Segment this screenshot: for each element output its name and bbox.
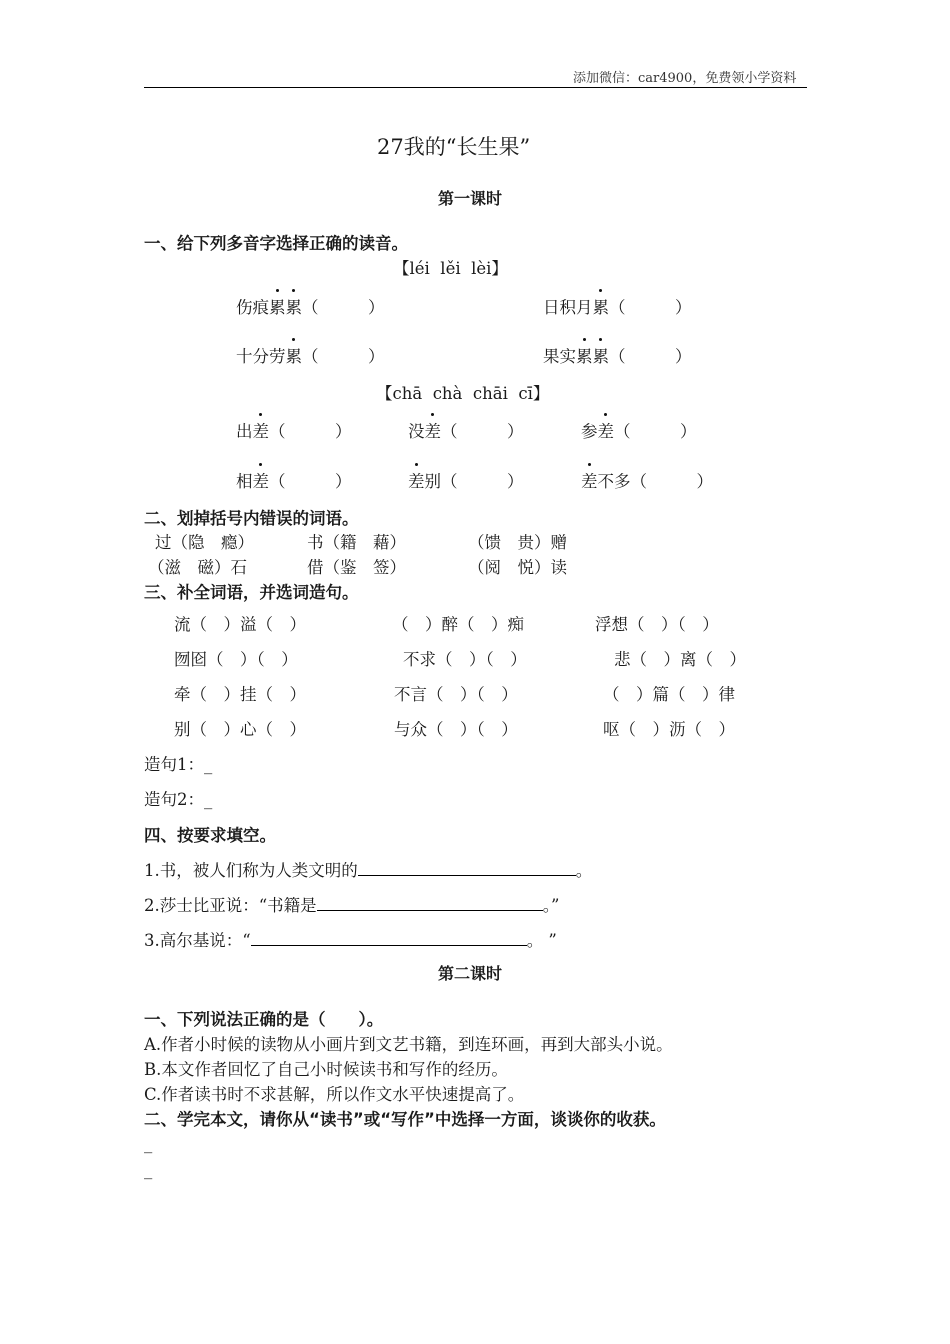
q4-prompt: 1.书，被人们称为人类文明的: [144, 861, 358, 880]
word-prefix: 出: [236, 422, 253, 441]
q4-line-1: [144, 857, 592, 881]
q3-idiom[interactable]: 与众（ ）（ ）: [394, 720, 518, 739]
q1-word-laolei: [236, 343, 385, 367]
fill-blank[interactable]: [317, 893, 543, 911]
q1-word-xiangcha: [236, 468, 352, 492]
answer-blank[interactable]: 别（ ）: [424, 472, 524, 491]
q3-idiom[interactable]: 流（ ）溢（ ）: [174, 615, 306, 634]
p2-answer-line[interactable]: _: [144, 1134, 153, 1153]
q3-idiom[interactable]: （ ）篇（ ）律: [603, 685, 735, 704]
word-prefix: 参: [581, 422, 598, 441]
answer-blank[interactable]: （ ）: [302, 298, 385, 317]
q2-item[interactable]: （阅 悦）读: [468, 558, 567, 577]
q3-sentence-1[interactable]: 造句1：_: [144, 755, 213, 774]
q3-idiom[interactable]: 悲（ ）离（ ）: [614, 650, 746, 669]
p1-option-b[interactable]: B.本文作者回忆了自己小时候读书和写作的经历。: [144, 1060, 508, 1079]
answer-blank[interactable]: （ ）: [269, 472, 352, 491]
header-note: 添加微信：car4900，免费领小学资料: [573, 71, 797, 86]
dotted-char: 累: [286, 294, 303, 318]
dotted-char: 差: [581, 468, 598, 492]
q3-idiom[interactable]: 别（ ）心（ ）: [174, 720, 306, 739]
q1-word-cenci: [581, 418, 697, 442]
q4-prompt: 2.莎士比亚说：“书籍是: [144, 896, 317, 915]
q3-sentence-2[interactable]: 造句2：_: [144, 790, 213, 809]
dotted-char: 累: [593, 343, 610, 367]
q4-punct: 。 ”: [526, 931, 557, 950]
q3-idiom[interactable]: （ ）醉（ ）痴: [392, 615, 524, 634]
lesson-two-title: 第二课时: [438, 964, 503, 983]
answer-blank[interactable]: （ ）: [609, 347, 692, 366]
fill-blank[interactable]: [358, 858, 576, 876]
dotted-char: 差: [408, 468, 425, 492]
dotted-char: 累: [576, 343, 593, 367]
q1-pinyin-lei: 【léi lěi lèi】: [393, 259, 508, 278]
fill-blank[interactable]: [251, 928, 527, 946]
q3-idiom[interactable]: 不言（ ）（ ）: [394, 685, 518, 704]
answer-blank[interactable]: （ ）: [609, 298, 692, 317]
q4-punct: 。: [575, 861, 593, 880]
dotted-char: 累: [269, 294, 286, 318]
q1-word-shanghen: [236, 294, 385, 318]
q1-word-guoshi: [543, 343, 692, 367]
answer-blank[interactable]: 不多（ ）: [597, 472, 713, 491]
p2-heading: 二、学完本文，请你从“读书”或“写作”中选择一方面，谈谈你的收获。: [144, 1110, 666, 1129]
word-prefix: 没: [408, 422, 425, 441]
word-prefix: 伤痕: [236, 298, 269, 317]
q3-heading: 三、补全词语，并选词造句。: [144, 583, 359, 602]
q1-word-rijiyuelei: [543, 294, 692, 318]
q2-item[interactable]: 过（隐 瘾）: [155, 533, 254, 552]
q4-line-3: [144, 927, 557, 951]
q1-heading: 一、给下列多音字选择正确的读音。: [144, 234, 408, 253]
dotted-char: 差: [598, 418, 615, 442]
q4-line-2: [144, 892, 559, 916]
q1-word-chuchai: [236, 418, 352, 442]
q3-idiom[interactable]: 不求（ ）（ ）: [403, 650, 527, 669]
answer-blank[interactable]: （ ）: [302, 347, 385, 366]
answer-blank[interactable]: （ ）: [441, 422, 524, 441]
q3-idiom[interactable]: 牵（ ）挂（ ）: [174, 685, 306, 704]
p1-heading: 一、下列说法正确的是（ ）。: [144, 1010, 384, 1029]
dotted-char: 差: [425, 418, 442, 442]
p1-option-a[interactable]: A.作者小时候的读物从小画片到文艺书籍，到连环画，再到大部头小说。: [144, 1035, 673, 1054]
q2-item[interactable]: （馈 贵）赠: [468, 533, 567, 552]
word-prefix: 相: [236, 472, 253, 491]
q4-heading: 四、按要求填空。: [144, 826, 276, 845]
word-prefix: 十分劳: [236, 347, 286, 366]
p1-option-c[interactable]: C.作者读书时不求甚解，所以作文水平快速提高了。: [144, 1085, 525, 1104]
answer-blank[interactable]: （ ）: [614, 422, 697, 441]
q1-word-chabuduo: [581, 468, 713, 492]
q4-prompt: 3.高尔基说：“: [144, 931, 251, 950]
lesson-one-title: 第一课时: [438, 189, 503, 208]
q2-heading: 二、划掉括号内错误的词语。: [144, 509, 359, 528]
q3-idiom[interactable]: 浮想（ ）（ ）: [595, 615, 719, 634]
q2-item[interactable]: （滋 磁）石: [148, 558, 247, 577]
q3-idiom[interactable]: 呕（ ）沥（ ）: [603, 720, 735, 739]
dotted-char: 累: [286, 343, 303, 367]
dotted-char: 差: [253, 418, 270, 442]
q4-punct: 。”: [542, 896, 560, 915]
q1-word-meicha: [408, 418, 524, 442]
q2-item[interactable]: 书（籍 藉）: [307, 533, 406, 552]
p2-answer-line[interactable]: _: [144, 1160, 153, 1179]
answer-blank[interactable]: （ ）: [269, 422, 352, 441]
word-prefix: 日积月: [543, 298, 593, 317]
q3-idiom[interactable]: 囫囵（ ）（ ）: [174, 650, 298, 669]
q1-pinyin-cha: 【chā chà chāi cī】: [376, 384, 550, 403]
word-prefix: 果实: [543, 347, 576, 366]
header-rule: [144, 87, 807, 88]
dotted-char: 累: [593, 294, 610, 318]
q1-word-chabie: [408, 468, 524, 492]
page-title: 27我的“长生果”: [377, 135, 531, 159]
dotted-char: 差: [253, 468, 270, 492]
q2-item[interactable]: 借（鉴 签）: [307, 558, 406, 577]
